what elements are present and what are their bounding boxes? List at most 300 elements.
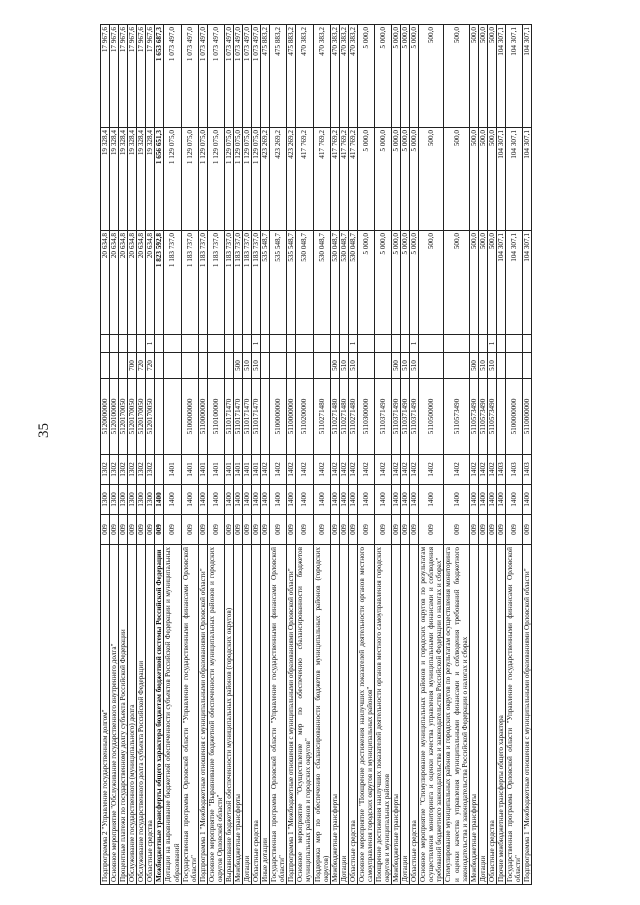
target-article-cell: 5110000000 [523,379,532,455]
amount-year3-cell: 500,0 [469,25,478,128]
grbs-code-cell: 009 [419,515,444,545]
amount-year2-cell: 423 269,2 [287,128,296,231]
target-article-cell: 5110100000 [207,379,224,455]
grbs-code-cell: 009 [444,515,469,545]
funding-mark-cell [313,335,330,353]
table-row [357,25,374,885]
table-row [313,25,330,885]
funding-mark-cell [155,335,164,353]
table-row [155,25,164,885]
expense-type-cell [181,353,198,379]
subsection-code-cell [155,455,164,485]
amount-year1-cell: 20 634,8 [128,231,137,335]
target-article-cell [155,379,164,455]
expense-type-cell [207,353,224,379]
section-code-cell: 1400 [374,485,391,515]
section-code-cell: 1400 [181,485,198,515]
grbs-code-cell: 009 [243,515,252,545]
subsection-code-cell: 1402 [401,455,410,485]
subsection-code-cell: 1402 [487,455,496,485]
amount-year3-cell: 104 307,1 [523,25,532,128]
amount-year1-cell: 1 183 737,0 [243,231,252,335]
amount-year1-cell: 5 000,0 [410,231,419,335]
amount-year3-cell: 17 967,6 [101,25,110,128]
amount-year1-cell: 500,0 [419,231,444,335]
amount-year2-cell: 5 000,0 [401,128,410,231]
row-name-cell: Государственная программа Орловской области "Управление государственными финансами Орловской области" [270,545,287,885]
table-row [261,25,270,885]
funding-mark-cell [137,335,146,353]
table-row [330,25,339,885]
amount-year1-cell: 535 548,7 [270,231,287,335]
section-code-cell: 1400 [155,485,164,515]
target-article-cell: 5100000000 [505,379,522,455]
target-article-cell: 5100000000 [181,379,198,455]
grbs-code-cell: 009 [348,515,357,545]
expense-type-cell: 510 [487,353,496,379]
section-code-cell: 1400 [296,485,313,515]
expense-type-cell [101,353,110,379]
amount-year2-cell: 417 769,2 [313,128,330,231]
table-row [487,25,496,885]
grbs-code-cell: 009 [296,515,313,545]
grbs-code-cell: 009 [357,515,374,545]
funding-mark-cell [224,335,233,353]
subsection-code-cell: 1402 [313,455,330,485]
subsection-code-cell: 1302 [101,455,110,485]
grbs-code-cell: 009 [198,515,207,545]
table-row [207,25,224,885]
table-row [296,25,313,885]
amount-year1-cell: 5 000,0 [357,231,374,335]
grbs-code-cell: 009 [224,515,233,545]
amount-year3-cell: 104 307,1 [496,25,505,128]
amount-year1-cell: 20 634,8 [146,231,155,335]
budget-table [100,24,532,885]
grbs-code-cell: 009 [478,515,487,545]
funding-mark-cell [101,335,110,353]
subsection-code-cell: 1401 [164,455,181,485]
grbs-code-cell: 009 [287,515,296,545]
target-article-cell: 5110171470 [233,379,242,455]
amount-year3-cell: 17 967,6 [128,25,137,128]
target-article-cell: 5120170050 [119,379,128,455]
grbs-code-cell: 009 [523,515,532,545]
table-row [505,25,522,885]
expense-type-cell [155,353,164,379]
row-name-cell: Обслуживание государственного (муниципального) долга [128,545,137,885]
amount-year2-cell: 19 328,4 [137,128,146,231]
funding-mark-cell [296,335,313,353]
amount-year3-cell: 500,0 [419,25,444,128]
grbs-code-cell: 009 [164,515,181,545]
section-code-cell: 1400 [419,485,444,515]
amount-year1-cell: 20 634,8 [119,231,128,335]
amount-year3-cell: 17 967,6 [137,25,146,128]
target-article-cell: 5100000000 [270,379,287,455]
amount-year1-cell: 1 183 737,0 [207,231,224,335]
expense-type-cell: 500 [233,353,242,379]
section-code-cell: 1400 [207,485,224,515]
row-name-cell: Подпрограмма 1 "Межбюджетные отношения с муниципальными образованиями Орловской области" [198,545,207,885]
target-article-cell: 5110573490 [478,379,487,455]
subsection-code-cell: 1402 [419,455,444,485]
table-row [164,25,181,885]
amount-year3-cell: 1 073 497,0 [233,25,242,128]
amount-year2-cell: 500,0 [478,128,487,231]
row-name-cell: Основное мероприятие "Поощрение достижения наилучших показателей деятельности органов местного самоуправления городских округов и муниципальных районов" [357,545,374,885]
grbs-code-cell: 009 [146,515,155,545]
amount-year2-cell: 5 000,0 [357,128,374,231]
funding-mark-cell [207,335,224,353]
amount-year3-cell: 1 073 497,0 [224,25,233,128]
grbs-code-cell: 009 [505,515,522,545]
subsection-code-cell: 1401 [181,455,198,485]
row-name-cell: Областные средства [487,545,496,885]
expense-type-cell: 500 [392,353,401,379]
amount-year2-cell: 5 000,0 [410,128,419,231]
table-row [252,25,261,885]
section-code-cell: 1300 [128,485,137,515]
amount-year2-cell: 104 307,1 [505,128,522,231]
expense-type-cell: 510 [252,353,261,379]
grbs-code-cell: 009 [110,515,119,545]
amount-year1-cell: 5 000,0 [401,231,410,335]
target-article-cell: 5110271480 [330,379,339,455]
funding-mark-cell [261,335,270,353]
section-code-cell: 1400 [487,485,496,515]
target-article-cell: 5110000000 [287,379,296,455]
section-code-cell: 1400 [252,485,261,515]
expense-type-cell: 510 [339,353,348,379]
amount-year1-cell: 500,0 [444,231,469,335]
table-row [444,25,469,885]
target-article-cell: 5110371490 [410,379,419,455]
expense-type-cell [261,353,270,379]
amount-year3-cell: 475 883,2 [261,25,270,128]
table-row [198,25,207,885]
amount-year3-cell: 1 073 497,0 [164,25,181,128]
row-name-cell: Процентные платежи по государственному долгу субъекта Российской Федерации [119,545,128,885]
section-code-cell: 1400 [478,485,487,515]
amount-year1-cell: 5 000,0 [374,231,391,335]
subsection-code-cell: 1302 [110,455,119,485]
expense-type-cell [287,353,296,379]
expense-type-cell: 720 [137,353,146,379]
amount-year1-cell: 500,0 [478,231,487,335]
grbs-code-cell: 009 [339,515,348,545]
table-row [224,25,233,885]
row-name-cell: Иные дотации [261,545,270,885]
target-article-cell: 5120170050 [146,379,155,455]
subsection-code-cell: 1402 [469,455,478,485]
amount-year3-cell: 1 073 497,0 [198,25,207,128]
subsection-code-cell: 1402 [357,455,374,485]
expense-type-cell [164,353,181,379]
row-name-cell: Прочие межбюджетные трансферты общего характера [496,545,505,885]
section-code-cell: 1400 [357,485,374,515]
amount-year2-cell: 500,0 [469,128,478,231]
amount-year1-cell: 530 048,7 [339,231,348,335]
amount-year3-cell: 470 383,2 [330,25,339,128]
expense-type-cell [496,353,505,379]
table-row [523,25,532,885]
funding-mark-cell [270,335,287,353]
target-article-cell: 5110573490 [444,379,469,455]
amount-year2-cell: 1 129 075,0 [243,128,252,231]
table-row [374,25,391,885]
target-article-cell: 5120000000 [101,379,110,455]
amount-year3-cell: 5 000,0 [392,25,401,128]
expense-type-cell: 510 [401,353,410,379]
target-article-cell: 5110500000 [419,379,444,455]
row-name-cell: Выравнивание бюджетной обеспеченности муниципальных районов (городских округов) [224,545,233,885]
amount-year3-cell: 500,0 [487,25,496,128]
table-row [287,25,296,885]
amount-year3-cell: 470 383,2 [348,25,357,128]
funding-mark-cell: 1 [487,335,496,353]
amount-year1-cell: 530 048,7 [296,231,313,335]
expense-type-cell: 700 [128,353,137,379]
expense-type-cell [224,353,233,379]
grbs-code-cell: 009 [155,515,164,545]
section-code-cell: 1400 [224,485,233,515]
subsection-code-cell: 1401 [198,455,207,485]
amount-year1-cell: 1 183 737,0 [224,231,233,335]
amount-year1-cell: 535 548,7 [261,231,270,335]
subsection-code-cell: 1402 [261,455,270,485]
section-code-cell: 1400 [469,485,478,515]
section-code-cell: 1400 [444,485,469,515]
rotated-table-wrapper [100,25,531,885]
grbs-code-cell: 009 [330,515,339,545]
subsection-code-cell: 1401 [252,455,261,485]
amount-year1-cell: 1 183 737,0 [164,231,181,335]
expense-type-cell [374,353,391,379]
expense-type-cell: 500 [330,353,339,379]
row-name-cell: Дотации [339,545,348,885]
amount-year2-cell: 417 769,2 [296,128,313,231]
funding-mark-cell [478,335,487,353]
amount-year1-cell: 1 183 737,0 [181,231,198,335]
amount-year2-cell: 417 769,2 [330,128,339,231]
subsection-code-cell: 1402 [392,455,401,485]
grbs-code-cell: 009 [487,515,496,545]
target-article-cell: 5110371490 [401,379,410,455]
target-article-cell: 5110171470 [243,379,252,455]
subsection-code-cell: 1401 [243,455,252,485]
subsection-code-cell: 1403 [496,455,505,485]
grbs-code-cell: 009 [270,515,287,545]
subsection-code-cell: 1302 [128,455,137,485]
section-code-cell: 1400 [401,485,410,515]
section-code-cell: 1400 [261,485,270,515]
subsection-code-cell: 1401 [233,455,242,485]
amount-year1-cell: 500,0 [487,231,496,335]
row-name-cell: Основное мероприятие "Осуществление мер по обеспечению сбалансированности бюджетов муниципальных районов и городских округов" [296,545,313,885]
amount-year2-cell: 1 129 075,0 [207,128,224,231]
funding-mark-cell [119,335,128,353]
expense-type-cell [357,353,374,379]
funding-mark-cell [357,335,374,353]
funding-mark-cell [469,335,478,353]
table-row [243,25,252,885]
amount-year2-cell: 1 129 075,0 [252,128,261,231]
section-code-cell: 1400 [313,485,330,515]
table-row [181,25,198,885]
subsection-code-cell: 1401 [224,455,233,485]
target-article-cell [496,379,505,455]
amount-year2-cell: 500,0 [419,128,444,231]
funding-mark-cell [110,335,119,353]
section-code-cell: 1400 [339,485,348,515]
subsection-code-cell: 1402 [374,455,391,485]
row-name-cell: Основное мероприятие "Стимулирование муниципальных районов и городских округов по результатам осуществления мониторинга и оценки качества управления муниципальными финансами и соблюдения требований бюджетного законодательства и законодательства Российской Федерации о налогах и сборах" [419,545,444,885]
expense-type-cell: 510 [243,353,252,379]
table-row [339,25,348,885]
amount-year2-cell: 417 769,2 [348,128,357,231]
amount-year3-cell: 5 000,0 [401,25,410,128]
amount-year2-cell: 19 328,4 [128,128,137,231]
section-code-cell: 1400 [496,485,505,515]
table-row [410,25,419,885]
section-code-cell: 1300 [110,485,119,515]
target-article-cell: 5120170050 [128,379,137,455]
funding-mark-cell [243,335,252,353]
amount-year1-cell: 20 634,8 [101,231,110,335]
amount-year3-cell: 470 383,2 [313,25,330,128]
amount-year1-cell: 530 048,7 [330,231,339,335]
row-name-cell: Межбюджетные трансферты [330,545,339,885]
amount-year3-cell: 17 967,6 [110,25,119,128]
table-row [348,25,357,885]
amount-year1-cell: 1 183 737,0 [198,231,207,335]
amount-year1-cell: 535 548,7 [287,231,296,335]
table-row [496,25,505,885]
subsection-code-cell: 1402 [339,455,348,485]
expense-type-cell [198,353,207,379]
table-row [119,25,128,885]
funding-mark-cell: 1 [252,335,261,353]
target-article-cell [164,379,181,455]
target-article-cell: 5110573490 [487,379,496,455]
row-name-cell: Дотации [243,545,252,885]
amount-year2-cell: 500,0 [487,128,496,231]
section-code-cell: 1400 [287,485,296,515]
row-name-cell: Обслуживание государственного долга субъекта Российской Федерации [137,545,146,885]
expense-type-cell [523,353,532,379]
amount-year1-cell: 5 000,0 [392,231,401,335]
expense-type-cell [119,353,128,379]
target-article-cell [261,379,270,455]
grbs-code-cell: 009 [410,515,419,545]
table-row [110,25,119,885]
amount-year3-cell: 104 307,1 [505,25,522,128]
grbs-code-cell: 009 [261,515,270,545]
target-article-cell: 5110300000 [357,379,374,455]
amount-year3-cell: 475 883,2 [270,25,287,128]
amount-year2-cell: 5 000,0 [374,128,391,231]
expense-type-cell: 510 [410,353,419,379]
row-name-cell: Межбюджетные трансферты общего характера бюджетам бюджетной системы Российской Федерации [155,545,164,885]
table-row [233,25,242,885]
table-row [419,25,444,885]
target-article-cell: 5110200000 [296,379,313,455]
row-name-cell: Областные средства [410,545,419,885]
amount-year3-cell: 5 000,0 [410,25,419,128]
amount-year3-cell: 1 073 497,0 [252,25,261,128]
section-code-cell: 1400 [523,485,532,515]
amount-year3-cell: 470 383,2 [339,25,348,128]
target-article-cell: 5110000000 [198,379,207,455]
amount-year2-cell: 104 307,1 [523,128,532,231]
grbs-code-cell: 009 [128,515,137,545]
grbs-code-cell: 009 [313,515,330,545]
amount-year1-cell: 500,0 [469,231,478,335]
amount-year3-cell: 5 000,0 [357,25,374,128]
subsection-code-cell: 1402 [348,455,357,485]
grbs-code-cell: 009 [392,515,401,545]
target-article-cell: 5120100000 [110,379,119,455]
expense-type-cell [419,353,444,379]
amount-year2-cell: 19 328,4 [101,128,110,231]
funding-mark-cell [523,335,532,353]
funding-mark-cell: 1 [146,335,155,353]
table-row [469,25,478,885]
funding-mark-cell [496,335,505,353]
amount-year2-cell: 423 269,2 [261,128,270,231]
funding-mark-cell [339,335,348,353]
section-code-cell: 1400 [392,485,401,515]
amount-year2-cell: 1 656 651,3 [155,128,164,231]
row-name-cell: Межбюджетные трансферты [469,545,478,885]
row-name-cell: Подпрограмма 2 "Управление государственным долгом" [101,545,110,885]
grbs-code-cell: 009 [101,515,110,545]
amount-year1-cell: 1 823 592,8 [155,231,164,335]
row-name-cell: Поощрение достижения наилучших показателей деятельности органов местного самоуправления городских округов и муниципальных районов [374,545,391,885]
subsection-code-cell: 1302 [146,455,155,485]
target-article-cell: 5110371490 [392,379,401,455]
row-name-cell: Областные средства [348,545,357,885]
funding-mark-cell [392,335,401,353]
amount-year2-cell: 19 328,4 [110,128,119,231]
grbs-code-cell: 009 [207,515,224,545]
row-name-cell: Подпрограмма 1 "Межбюджетные отношения с муниципальными образованиями Орловской области" [287,545,296,885]
amount-year2-cell: 19 328,4 [146,128,155,231]
section-code-cell: 1300 [119,485,128,515]
expense-type-cell [296,353,313,379]
section-code-cell: 1400 [348,485,357,515]
amount-year1-cell: 530 048,7 [313,231,330,335]
target-article-cell: 5110171470 [224,379,233,455]
section-code-cell: 1400 [505,485,522,515]
amount-year3-cell: 470 383,2 [296,25,313,128]
grbs-code-cell: 009 [469,515,478,545]
target-article-cell: 5110371490 [374,379,391,455]
amount-year1-cell: 1 183 737,0 [233,231,242,335]
grbs-code-cell: 009 [252,515,261,545]
amount-year2-cell: 1 129 075,0 [224,128,233,231]
amount-year2-cell: 417 769,2 [339,128,348,231]
target-article-cell: 5110171470 [252,379,261,455]
table-row [146,25,155,885]
subsection-code-cell: 1402 [410,455,419,485]
row-name-cell: Дотации [401,545,410,885]
subsection-code-cell: 1402 [287,455,296,485]
row-name-cell: Государственная программа Орловской области "Управление государственными финансами Орловской области" [505,545,522,885]
target-article-cell: 5120170050 [137,379,146,455]
subsection-code-cell: 1402 [444,455,469,485]
